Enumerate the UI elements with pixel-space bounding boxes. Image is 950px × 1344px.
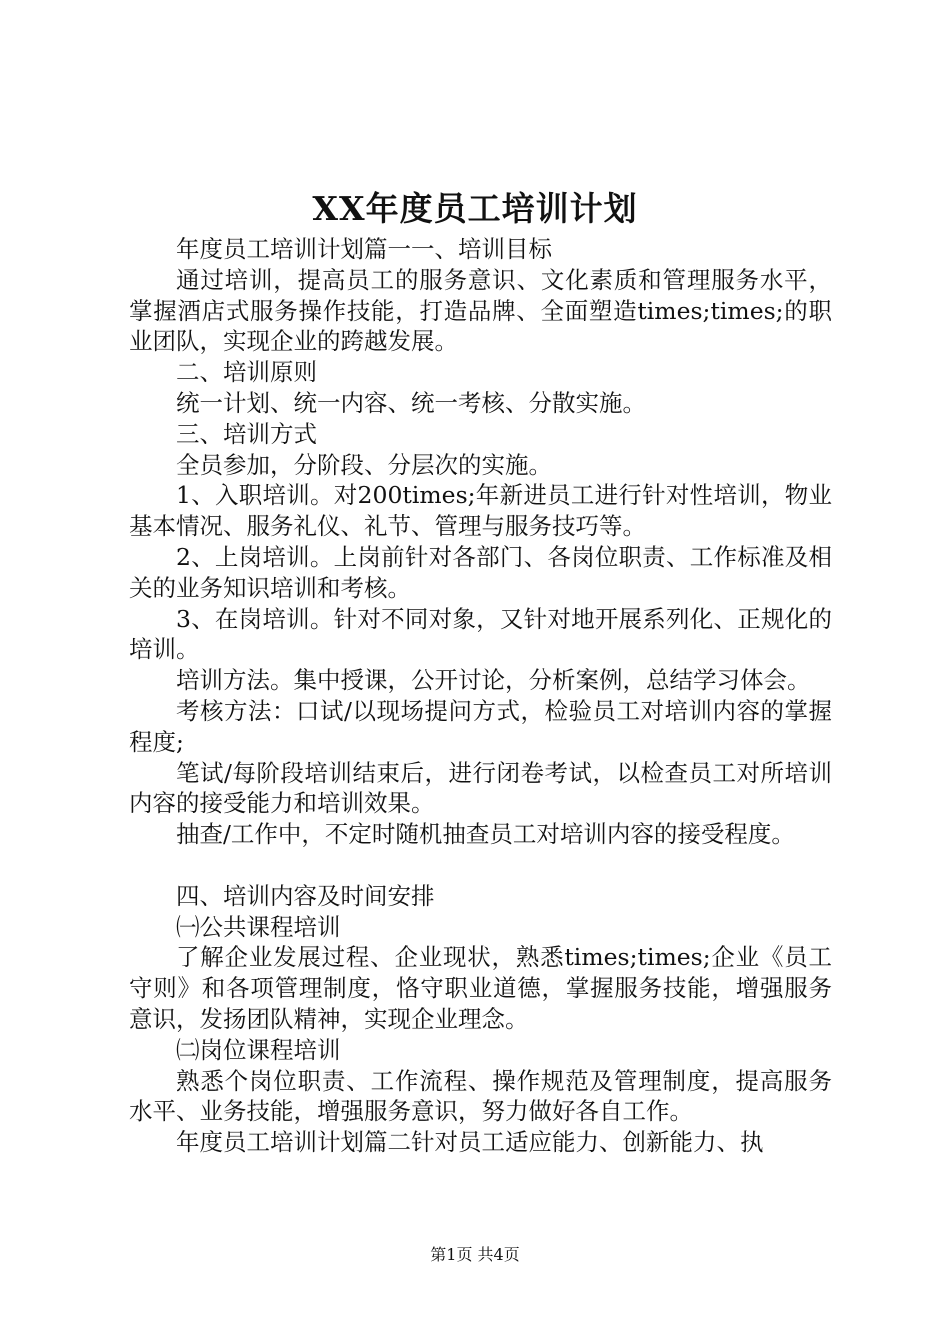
paragraph: ㈡岗位课程培训 bbox=[176, 1035, 341, 1064]
paragraph: 二、培训原则 bbox=[176, 358, 317, 387]
paragraph: 三、培训方式 bbox=[176, 419, 317, 448]
paragraph: 培训方法。集中授课，公开讨论，分析案例，总结学习体会。 bbox=[176, 666, 811, 695]
paragraph: ㈠公共课程培训 bbox=[176, 912, 341, 941]
paragraph: 熟悉个岗位职责、工作流程、操作规范及管理制度，提高服务水平、业务技能，增强服务意识，努力做好各自工作。 bbox=[129, 1066, 832, 1126]
paragraph: 3、在岗培训。针对不同对象，又针对地开展系列化、正规化的培训。 bbox=[129, 604, 832, 664]
paragraph: 年度员工培训计划篇一一、培训目标 bbox=[176, 235, 552, 263]
paragraph: 全员参加，分阶段、分层次的实施。 bbox=[176, 450, 552, 479]
page-footer: 第1页 共4页 bbox=[430, 1245, 520, 1264]
paragraph-spacer bbox=[129, 850, 832, 881]
paragraph: 笔试/每阶段培训结束后，进行闭卷考试，以检查员工对所培训内容的接受能力和培训效果。 bbox=[129, 758, 832, 818]
document-title: XX年度员工培训计划 bbox=[312, 189, 638, 228]
paragraph: 统一计划、统一内容、统一考核、分散实施。 bbox=[176, 388, 646, 417]
paragraph: 了解企业发展过程、企业现状，熟悉times;times;企业《员工守则》和各项管理制度，恪守职业道德，掌握服务技能，增强服务意识，发扬团队精神，实现企业理念。 bbox=[129, 943, 832, 1033]
paragraph: 考核方法：口试/以现场提问方式，检验员工对培训内容的掌握程度; bbox=[129, 696, 832, 756]
paragraph: 2、上岗培训。上岗前针对各部门、各岗位职责、工作标准及相关的业务知识培训和考核。 bbox=[129, 542, 832, 602]
paragraph: 年度员工培训计划篇二针对员工适应能力、创新能力、执 bbox=[176, 1128, 764, 1157]
paragraph: 通过培训，提高员工的服务意识、文化素质和管理服务水平，掌握酒店式服务操作技能，打造品牌、全面塑造times;times;的职业团队，实现企业的跨越发展。 bbox=[129, 265, 832, 356]
document-body bbox=[129, 234, 832, 1158]
paragraph: 抽查/工作中，不定时随机抽查员工对培训内容的接受程度。 bbox=[176, 820, 795, 849]
paragraph: 1、入职培训。对200times;年新进员工进行针对性培训，物业基本情况、服务礼仪、礼节、管理与服务技巧等。 bbox=[129, 481, 832, 541]
paragraph: 四、培训内容及时间安排 bbox=[176, 881, 435, 910]
